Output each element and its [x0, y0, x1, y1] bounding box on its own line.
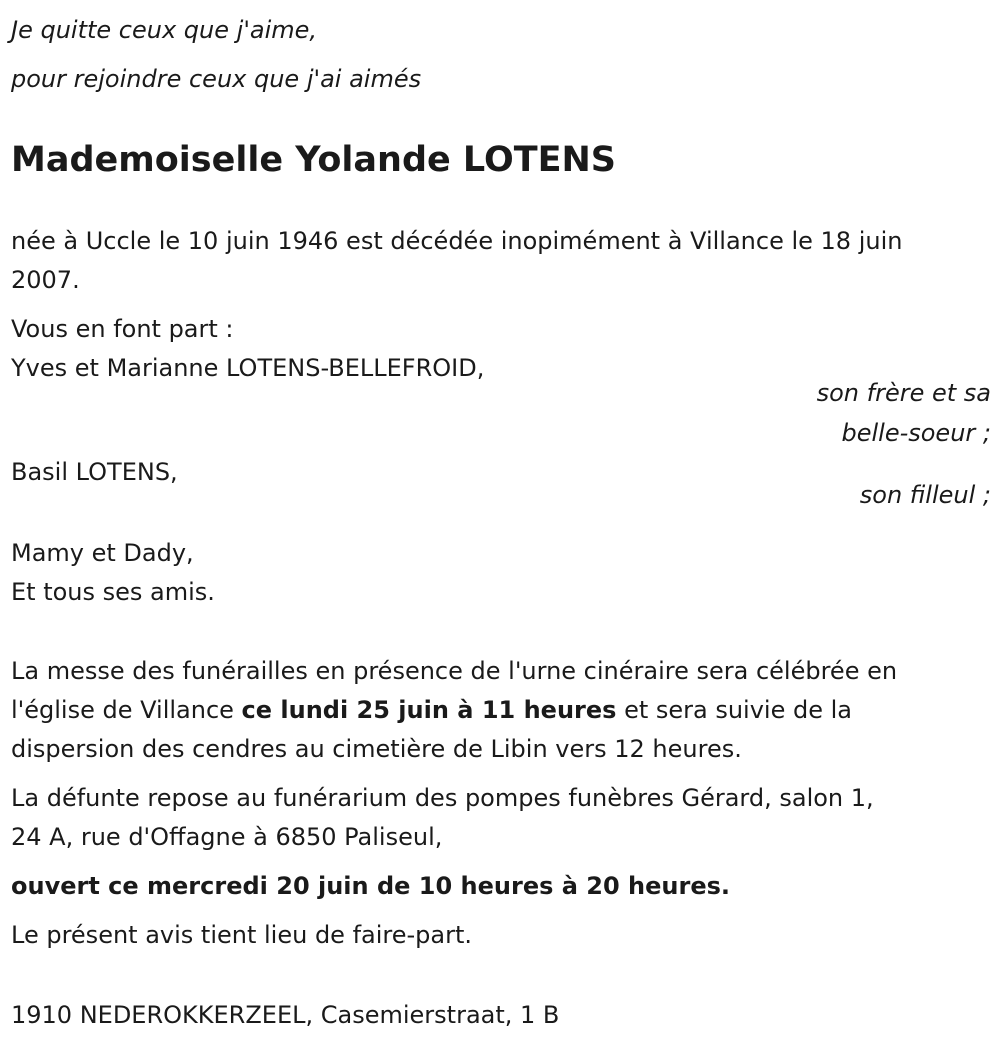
family-member-name: Mamy et Dady, — [11, 539, 194, 567]
funeral-line-3: dispersion des cendres au cimetière de Libin vers 12 heures. — [11, 735, 742, 763]
notice-statement: Le présent avis tient lieu de faire-part. — [11, 921, 473, 949]
announce-label: Vous en font part : — [11, 315, 234, 343]
opening-hours: ouvert ce mercredi 20 juin de 10 heures à 20 heures. — [11, 872, 731, 900]
family-list — [11, 349, 991, 612]
family-member-name: Basil LOTENS, — [11, 458, 178, 486]
funeral-line-1: La messe des funérailles en présence de l'urne cinéraire sera célébrée en — [11, 657, 898, 685]
epigraph-line-2: pour rejoindre ceux que j'ai aimés — [11, 65, 422, 93]
family-member-name: Et tous ses amis. — [11, 578, 215, 606]
obituary-notice — [11, 6, 991, 1035]
funeral-line-2-post: et sera suivie de la — [616, 696, 852, 724]
repose-details — [11, 779, 991, 857]
birth-death-statement — [11, 222, 991, 300]
funeral-date-time: ce lundi 25 juin à 11 heures — [241, 696, 617, 724]
family-member-relation: son filleul ; — [859, 481, 991, 509]
repose-line-2: 24 A, rue d'Offagne à 6850 Paliseul, — [11, 823, 443, 851]
deceased-name: Mademoiselle Yolande LOTENS — [11, 140, 617, 180]
funeral-details — [11, 652, 991, 769]
family-member-relation: belle-soeur ; — [841, 419, 991, 447]
family-address: 1910 NEDEROKKERZEEL, Casemierstraat, 1 B — [11, 1001, 560, 1029]
birth-line-2: 2007. — [11, 266, 80, 294]
family-member-relation: son frère et sa — [816, 379, 991, 407]
funeral-line-2 — [11, 691, 991, 730]
epigraph-line-1: Je quitte ceux que j'aime, — [11, 16, 318, 44]
family-member-name: Yves et Marianne LOTENS-BELLEFROID, — [11, 354, 485, 382]
funeral-line-2-pre: l'église de Villance — [11, 696, 242, 724]
repose-line-1: La défunte repose au funérarium des pompes funèbres Gérard, salon 1, — [11, 784, 874, 812]
birth-line-1: née à Uccle le 10 juin 1946 est décédée inopimément à Villance le 18 juin — [11, 227, 903, 255]
